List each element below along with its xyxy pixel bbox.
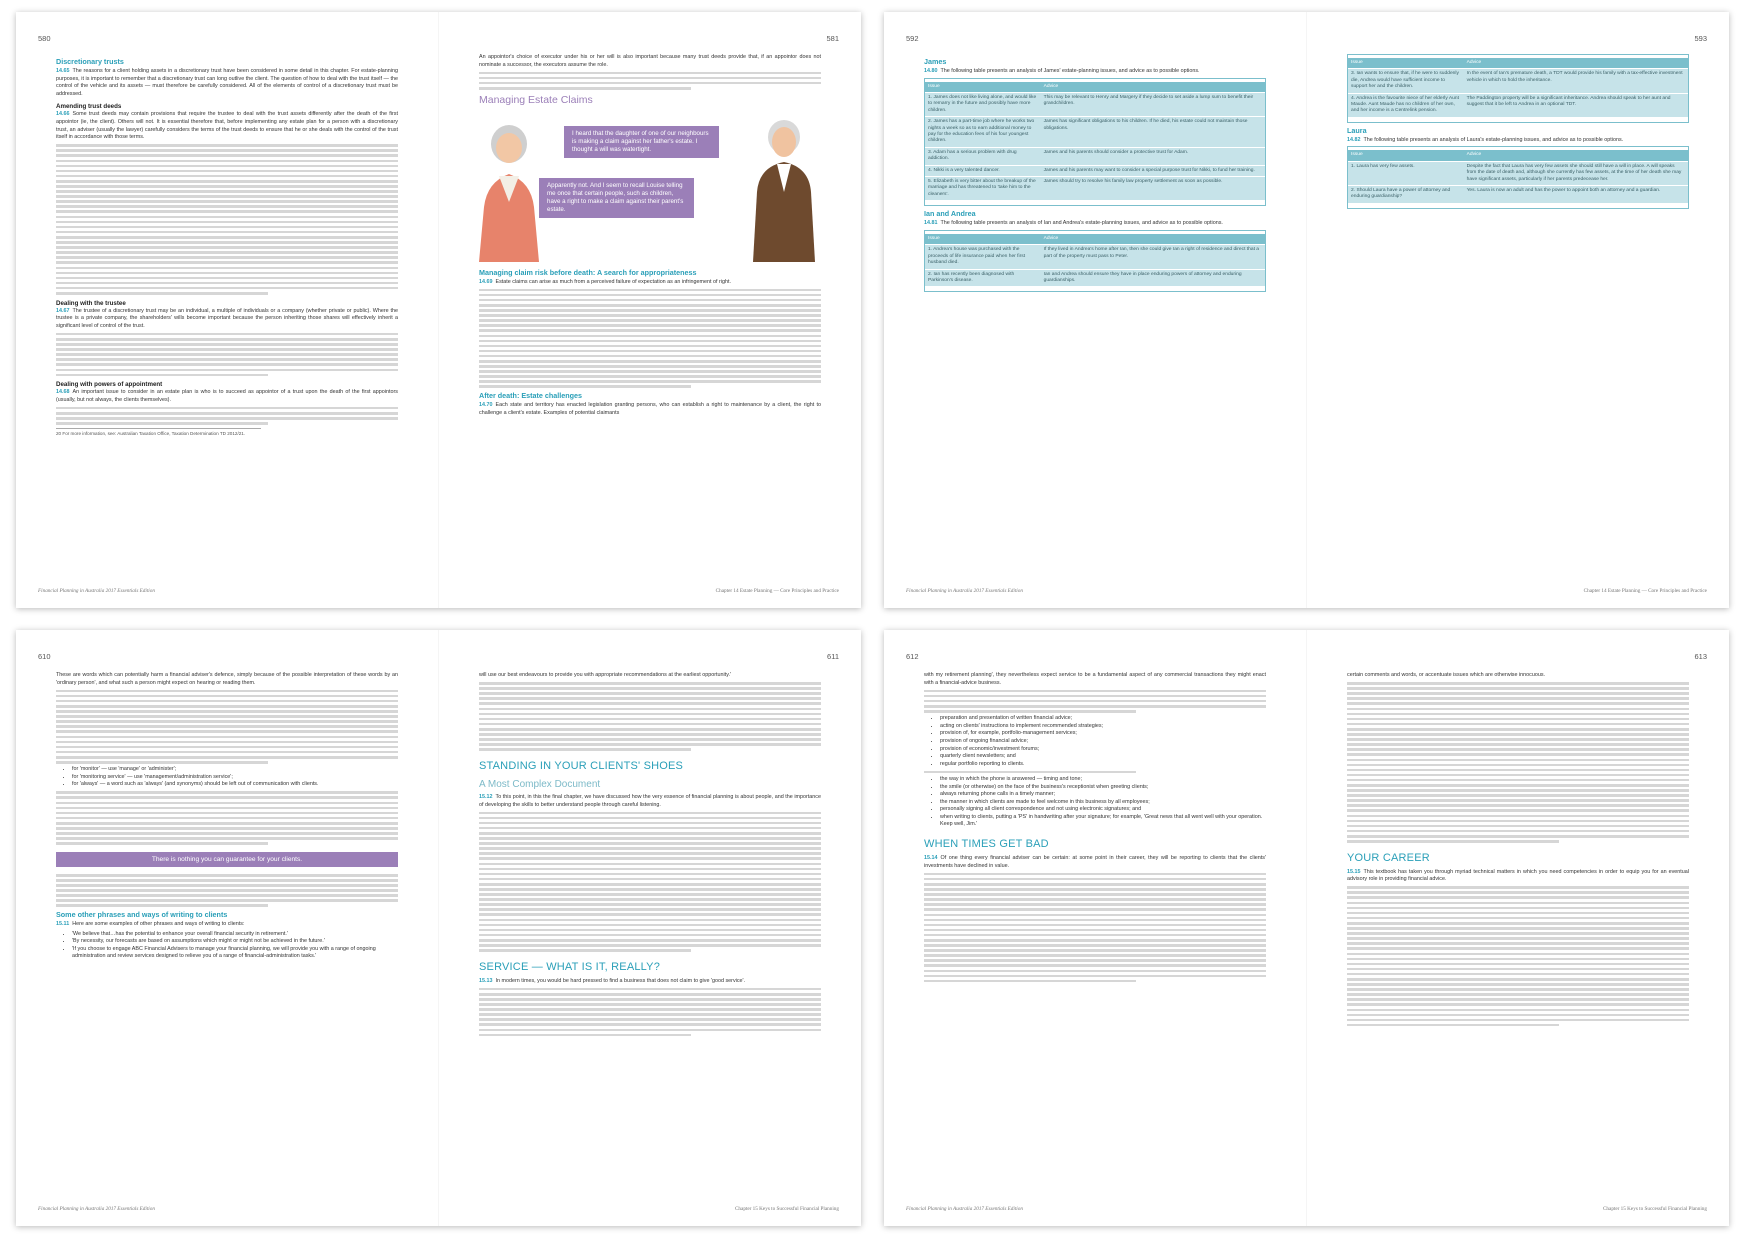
advice-cell: If they lived in Andrea's home after Ian, then she could give Ian a right of residence and direct that a part of the property must pass to Peter. [1041, 245, 1265, 269]
list-item: • provision of, for example, portfolio-management services; [940, 730, 1266, 738]
list-item: • provision of ongoing financial advice; [940, 738, 1266, 746]
table-row [925, 117, 1265, 148]
page-611 [439, 630, 861, 1226]
filler-text [56, 144, 398, 294]
filler-text [479, 289, 821, 388]
footnote: 20 For more information, see: Australian Taxation Office, Taxation Determination TD 2012/21. [56, 428, 261, 437]
page-number: 612 [906, 652, 919, 661]
heading-claim-risk: Managing claim risk before death: A search for appropriateness [479, 267, 697, 277]
list-item: • 'We believe that…has the potential to enhance your overall financial security in retirement.' [72, 931, 398, 939]
subheading-dealing-with-trustee: Dealing with the trustee [56, 299, 126, 307]
advice-cell: James and his parents may want to consider a special purpose trust for Nikki, to fund her training. [1041, 165, 1265, 176]
running-footer: Chapter 15 Keys to Successful Financial Planning [1602, 1206, 1707, 1212]
heading-ian-and-andrea: Ian and Andrea [924, 209, 976, 219]
paragraph-15-13: 15.13 In modern times, you would be hard pressed to find a business that does not claim to give 'good service'. [479, 977, 746, 984]
section-service: SERVICE — WHAT IS IT, REALLY? [479, 960, 661, 973]
bullet-list [934, 715, 1266, 768]
page-number: 581 [826, 34, 839, 43]
section-when-times-get-bad: WHEN TIMES GET BAD [924, 838, 1049, 851]
issue-cell: 3. Adam has a serious problem with drug addiction. [925, 147, 1041, 165]
intro-paragraph: will use our best endeavours to provide you with appropriate recommendations at the earliest opportunity.' [479, 672, 732, 678]
intro-paragraph: These are words which can potentially harm a financial adviser's defence, simply because of the possible interpretation of these words by an 'ordinary person', and what such a person might expect on hearing or reading them. [56, 672, 398, 686]
paragraph-15-11: 15.11 Here are some examples of other phrases and ways of writing to clients: [56, 921, 245, 928]
filler-text [56, 333, 398, 376]
table-james [924, 78, 1266, 207]
book-spread-580-581 [16, 12, 861, 608]
list-item: • always returning phone calls in a timely manner; [940, 791, 1266, 799]
table-row [925, 245, 1265, 269]
heading-discretionary-trusts: Discretionary trusts [56, 57, 124, 66]
subsection-complex-document: A Most Complex Document [479, 778, 601, 790]
section-standing-in-clients-shoes: STANDING IN YOUR CLIENTS' SHOES [479, 759, 684, 772]
intro-paragraph: certain comments and words, or accentuate issues which are otherwise innocuous. [1347, 672, 1546, 678]
bullet-list [66, 766, 398, 789]
heading-estate-challenges: After death: Estate challenges [479, 391, 583, 401]
advice-cell: Yes. Laura is now an adult and has the power to appoint both an attorney and a guardian. [1464, 186, 1688, 203]
table-row [925, 147, 1265, 165]
filler-text [924, 873, 1266, 983]
list-item: • preparation and presentation of written financial advice; [940, 715, 1266, 723]
page-number: 611 [827, 652, 839, 661]
issue-cell: 1. Laura has very few assets. [1348, 161, 1464, 185]
illustration-elderly-couple [479, 112, 821, 262]
filler-text [56, 690, 398, 764]
paragraph-14-81: 14.81 The following table presents an analysis of Ian and Andrea's estate-planning issues, and advice as to possible options. [924, 220, 1223, 227]
table-row [925, 165, 1265, 176]
page-number: 580 [38, 34, 51, 43]
paragraph-15-15: 15.15 This textbook has taken you through myriad technical matters in which you need competencies in order to equip you for an eventual advisory role in providing financial advice. [1347, 868, 1689, 883]
paragraph-14-70: 14.70 Each state and territory has enacted legislation granting persons, who can establish a right to maintenance by a client, the right to challenge a client's estate. Examples of potential claimants [479, 402, 821, 416]
page-number: 593 [1694, 34, 1707, 43]
issue-cell: 2. James has a part-time job where he works two nights a week so as to earn additional money to pay for the education fees of his four youngest children. [925, 117, 1041, 148]
list-item: • the way in which the phone is answered — timing and tone; [940, 776, 1266, 784]
section-managing-estate-claims: Managing Estate Claims [479, 93, 593, 106]
column-header-issue: Issue [1348, 58, 1464, 69]
page-612 [884, 630, 1306, 1226]
advice-cell: Ian and Andrea should ensure they have in place enduring powers of attorney and enduring guardianships. [1041, 269, 1265, 286]
table-row [1348, 161, 1688, 185]
list-item: • 'If you choose to engage ABC Financial Advisers to manage your financial planning, we will provide you with a range of ongoing administration and review services designed to relieve you of a range of financial-administration tasks.' [72, 946, 398, 961]
list-item: • acting on clients' instructions to implement recommended strategies; [940, 723, 1266, 731]
paragraph-14-80: 14.80 The following table presents an analysis of James' estate-planning issues, and advice as to possible options. [924, 68, 1200, 74]
table-ian-andrea-continued [1347, 54, 1689, 123]
issue-cell: 1. James does not like living alone, and would like to remarry in the future and possibly have more children. [925, 93, 1041, 117]
table-laura [1347, 146, 1689, 208]
paragraph-14-82: 14.82 The following table presents an analysis of Laura's estate-planning issues, and advice as to possible options. [1347, 136, 1624, 143]
column-header-advice: Advice [1041, 234, 1265, 245]
filler-text [1347, 886, 1689, 1026]
intro-paragraph: An appointor's choice of executor under his or her will is also important because many trust deeds provide that, if an appointor does not nominate a successor, the executors assume the role. [479, 54, 821, 68]
table-row [925, 177, 1265, 201]
filler-text [479, 812, 821, 952]
filler-text [56, 874, 398, 907]
book-spread-610-611 [16, 630, 861, 1226]
paragraph-15-12: 15.12 To this point, in this the final chapter, we have discussed how the very essence of financial planning is about people, and the importance of developing the skills to better understand people through careful listening. [479, 793, 821, 808]
heading-laura: Laura [1347, 125, 1367, 135]
filler-text [479, 682, 821, 751]
list-item: • personally signing all client correspondence and not using electronic signatures; and [940, 806, 1266, 814]
column-header-advice: Advice [1464, 58, 1688, 69]
list-item: • for 'monitoring service' — use 'management/administration service'; [72, 774, 398, 782]
filler-text [479, 988, 821, 1036]
paragraph-14-69: 14.69 Estate claims can arise as much from a perceived failure of expectation as an infringement of right. [479, 278, 732, 285]
running-footer: Chapter 14 Estate Planning — Core Principles and Practice [1583, 588, 1707, 594]
advice-cell: In the event of Ian's premature death, a TDT would provide his family with a tax-effective investment vehicle in which to hold the inheritance. [1464, 69, 1688, 93]
page-number: 610 [38, 652, 51, 661]
issue-cell: 1. Andrea's house was purchased with the proceeds of life insurance paid when her first husband died. [925, 245, 1041, 269]
issue-cell: 2. Should Laura have a power of attorney and enduring guardianship? [1348, 186, 1464, 203]
intro-paragraph: with my retirement planning', they nevertheless expect service to be a fundamental aspect of any commercial transactions they might enact with a financial-advice business. [924, 672, 1266, 686]
subheading-amending-trust-deeds: Amending trust deeds [56, 103, 122, 111]
running-footer: Financial Planning in Australia 2017 Essentials Edition [906, 588, 1023, 594]
book-spread-612-613 [884, 630, 1729, 1226]
paragraph-14-68: 14.68 An important issue to consider in an estate plan is who is to succeed as appointor of a trust upon the death of the first appointors (usually, but not always, the clients themselves). [56, 389, 398, 403]
running-footer: Financial Planning in Australia 2017 Essentials Edition [38, 1206, 155, 1212]
table-row [925, 269, 1265, 286]
column-header-issue: Issue [925, 234, 1041, 245]
page-613 [1307, 630, 1729, 1226]
page-592 [884, 12, 1306, 608]
paragraph-14-65: 14.65 The reasons for a client holding assets in a discretionary trust have been considered in some detail in this chapter. For estate-planning purposes, it is important to remember that a discretionary trust can long outlive the client. The question of how to deal with the trust itself — the control of the vehicle and its assets — must therefore be carefully considered. All of the elements of control of a discretionary trust must be addressed. [56, 68, 398, 97]
subheading-powers-of-appointment: Dealing with powers of appointment [56, 381, 163, 389]
table-row [1348, 186, 1688, 203]
list-item: • for 'always' — a word such as 'always' (and synonyms) should be left out of communication with clients. [72, 781, 398, 789]
list-item: • 'By necessity, our forecasts are based on assumptions which might or might not be achieved in the future.' [72, 938, 398, 946]
filler-text [479, 72, 821, 90]
bullet-list [66, 931, 398, 961]
page-593 [1307, 12, 1729, 608]
list-item: • the smile (or otherwise) on the face of the business's receptionist when greeting clients; [940, 784, 1266, 792]
advice-cell: This may be relevant to Henry and Margery if they decide to set aside a lump sum to benefit their grandchildren. [1041, 93, 1265, 117]
table-row [925, 93, 1265, 117]
filler-text [1347, 682, 1689, 843]
issue-cell: 4. Nikki is a very talented dancer. [925, 165, 1041, 176]
advice-cell: James has significant obligations to his children. If he died, his estate could not maintain those obligations. [1041, 117, 1265, 148]
column-header-advice: Advice [1041, 82, 1265, 93]
list-item: • regular portfolio reporting to clients. [940, 761, 1266, 769]
page-number: 592 [906, 34, 919, 43]
column-header-issue: Issue [925, 82, 1041, 93]
paragraph-15-14: 15.14 Of one thing every financial adviser can be certain: at some point in their career, they will be reporting to clients that the clients' investments have declined in value. [924, 855, 1266, 869]
heading-other-phrases: Some other phrases and ways of writing to clients [56, 910, 228, 920]
filler-text [56, 791, 398, 845]
filler-text [924, 690, 1266, 713]
running-footer: Financial Planning in Australia 2017 Essentials Edition [38, 588, 155, 594]
bullet-list [934, 776, 1266, 829]
filler-text [924, 771, 1266, 774]
paragraph-14-66: 14.66 Some trust deeds may contain provisions that require the trustee to deal with the trust assets differently after the death of the first appointor (ie, the client). Others will not. It is essential therefore that, before implementing any estate plan for a person with a discretionary trust, an adviser (usually the lawyer) carefully considers the terms of the trust deeds to ensure that he or she deals with the control of the trust itself in accordance with those terms. [56, 111, 398, 141]
advice-cell: The Paddington property will be a significant inheritance. Andrea should speak to her aunt and suggest that it be left to Andrea in an optional TDT. [1464, 93, 1688, 117]
issue-cell: 4. Andrea is the favourite niece of her elderly Aunt Maude. Aunt Maude has no children of her own, and her income is a Centrelink pension. [1348, 93, 1464, 117]
table-row [1348, 93, 1688, 117]
list-item: • quarterly client newsletters; and [940, 753, 1266, 761]
filler-text [56, 407, 398, 425]
page-number: 613 [1694, 652, 1707, 661]
speech-bubble-woman: I heard that the daughter of one of our neighbours is making a claim against her father's estate. I thought a will was watertight. [564, 126, 719, 158]
list-item: • for 'monitor' — use 'manage' or 'administer'; [72, 766, 398, 774]
page-610 [16, 630, 438, 1226]
list-item: • the manner in which clients are made to feel welcome in this business by all employees; [940, 799, 1266, 807]
page-580 [16, 12, 438, 608]
column-header-issue: Issue [1348, 150, 1464, 161]
section-your-career: YOUR CAREER [1347, 851, 1430, 864]
issue-cell: 2. Ian has recently been diagnosed with Parkinson's disease. [925, 269, 1041, 286]
issue-cell: 5. Elizabeth is very bitter about the breakup of the marriage and has threatened to 'take him to the cleaners'. [925, 177, 1041, 201]
page-581 [439, 12, 861, 608]
issue-cell: 3. Ian wants to ensure that, if he were to suddenly die, Andrea would have sufficient income to support her and the children. [1348, 69, 1464, 93]
list-item: • when writing to clients, putting a 'PS' in handwriting after your signature; for example, 'Great news that all went well with your operation. Keep well, Jim.' [940, 814, 1266, 829]
heading-james: James [924, 57, 947, 66]
table-row [1348, 69, 1688, 93]
list-item: • provision of economic/investment forums; [940, 746, 1266, 754]
advice-cell: James should try to resolve his family law property settlement as soon as possible. [1041, 177, 1265, 201]
advice-cell: Despite the fact that Laura has very few assets she should still have a will in place. A will speaks from the date of death and, although she currently has few assets, at the time of her death she may have significant assets, particularly if her parents predecease her. [1464, 161, 1688, 185]
running-footer: Chapter 14 Estate Planning — Core Principles and Practice [715, 588, 839, 594]
column-header-advice: Advice [1464, 150, 1688, 161]
running-footer: Financial Planning in Australia 2017 Essentials Edition [906, 1206, 1023, 1212]
book-spread-592-593 [884, 12, 1729, 608]
paragraph-14-67: 14.67 The trustee of a discretionary trust may be an individual, a multiple of individuals or a company (whether private or public). Where the trustee is a private company, the shareholders' wills become important because the person inheriting those shares will effectively inherit a significant level of control of the trust. [56, 307, 398, 329]
speech-bubble-man: Apparently not. And I seem to recall Louise telling me once that certain people, such as children, have a right to make a claim against their parent's estate. [539, 178, 694, 218]
callout-banner: There is nothing you can guarantee for your clients. [56, 852, 398, 867]
table-ian-andrea [924, 230, 1266, 292]
running-footer: Chapter 15 Keys to Successful Financial Planning [734, 1206, 839, 1212]
advice-cell: James and his parents should consider a protective trust for Adam. [1041, 147, 1265, 165]
